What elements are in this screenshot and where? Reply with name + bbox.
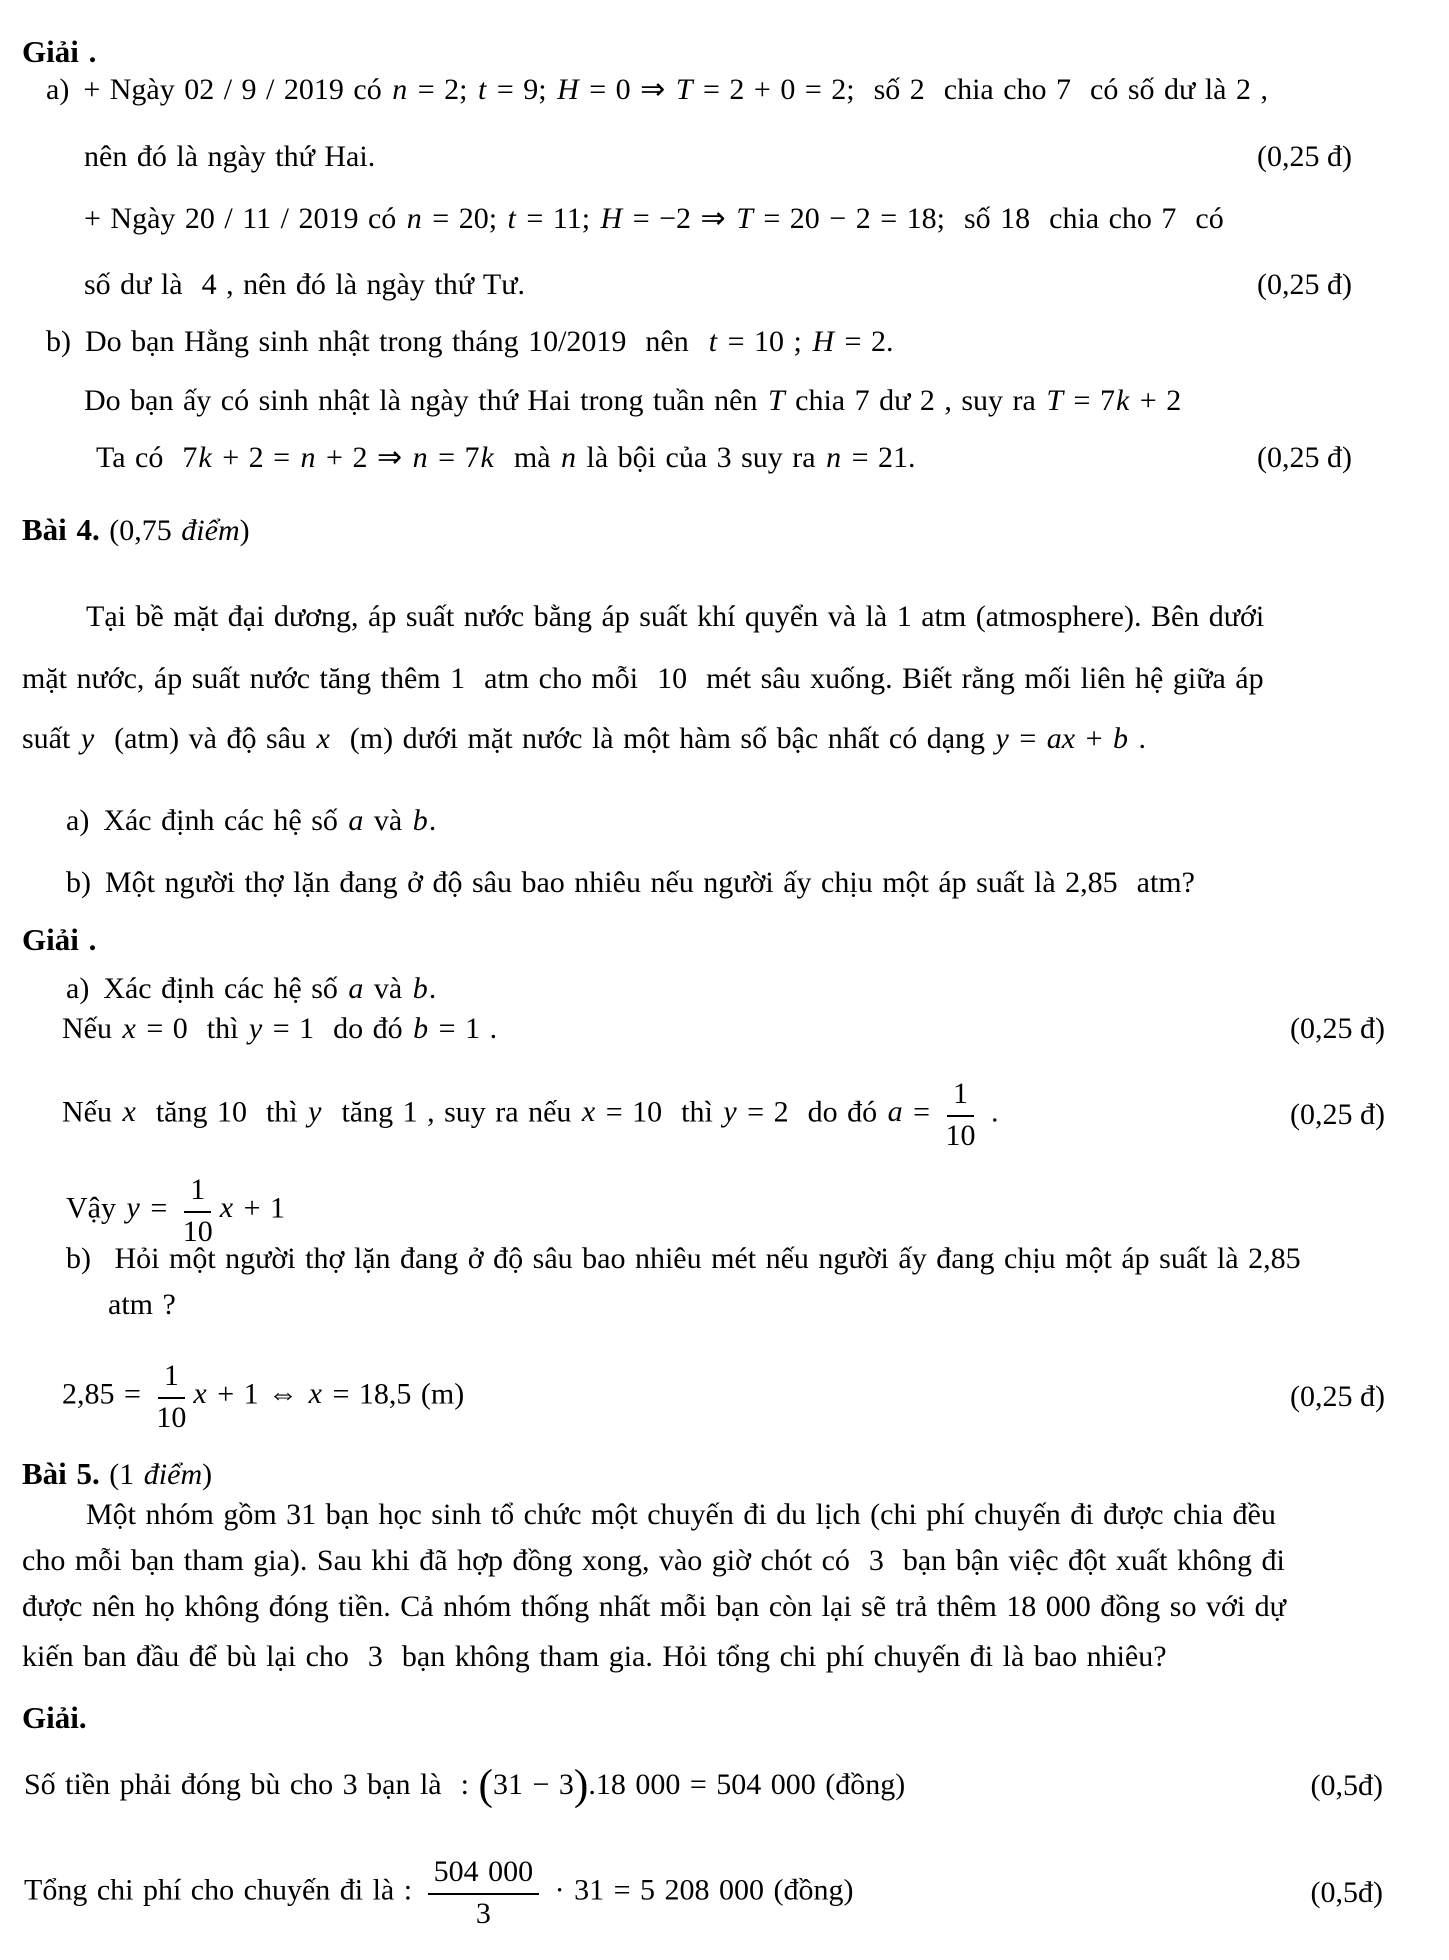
math-var: n [826, 441, 842, 474]
math-var: a [348, 972, 364, 1005]
math-var: y [80, 722, 95, 755]
line-text: atm ? [108, 1288, 176, 1321]
math-var: y [995, 722, 1009, 755]
bai3-a-line3 [0, 201, 1449, 236]
bai3-b-line1 [0, 325, 1449, 359]
math-var: x [308, 1377, 322, 1411]
math-var: T [736, 202, 753, 235]
math-var: T [675, 73, 693, 106]
math-var: n [412, 441, 428, 474]
math-var: k [480, 441, 494, 474]
score-badge: (0,5đ) [1310, 1875, 1383, 1909]
item-label: a) [66, 972, 90, 1005]
big-paren: ) [573, 1761, 589, 1809]
bai4-para-line2 [0, 662, 1449, 696]
math-var: n [300, 441, 316, 474]
score-badge: (0,5đ) [1310, 1768, 1383, 1802]
line-text: Ta có 7k + 2 = n + 2 ⇒ n = 7k mà n là bội của 3 suy ra n = 21. [96, 441, 916, 474]
line-text: Nếu x = 0 thì y = 1 do đó b = 1 . [62, 1012, 498, 1045]
math-var: k [1115, 384, 1130, 417]
bai3-b-line3 [0, 440, 1449, 475]
italic-text: điểm [181, 514, 240, 547]
math-var: H [812, 325, 835, 358]
score-badge: (0,25 đ) [1257, 268, 1352, 301]
line-text [22, 34, 96, 70]
bai5-para-line3 [0, 1590, 1449, 1624]
line-text: 2,85 = $\frac{1}{10}$ x + 1 ⇔ x = 18,5 (m) [62, 1359, 465, 1434]
math-var: n [392, 73, 408, 106]
bold-heading-text: Giải. [22, 1700, 87, 1735]
fraction [946, 1076, 976, 1153]
line-text: Tại bề mặt đại dương, áp suất nước bằng áp suất khí quyển và là 1 atm (atmosphere). Bên dưới [86, 600, 1265, 633]
line-text: b) Do bạn Hằng sinh nhật trong tháng 10/2019 nên t = 10 ; H = 2. [46, 325, 894, 358]
math-var: t [477, 73, 487, 106]
line-text: được nên họ không đóng tiền. Cả nhóm thống nhất mỗi bạn còn lại sẽ trả thêm 18 000 đồng so với dự [22, 1590, 1286, 1623]
giai-heading-1 [0, 34, 1449, 70]
score-badge: (0,25 đ) [1290, 1379, 1385, 1413]
bai4-sol-a-line2 [0, 1076, 1449, 1153]
math-var: n [561, 441, 577, 474]
math-var: n [406, 202, 422, 235]
item-label: b) [66, 1242, 91, 1275]
bai4-heading [0, 512, 1449, 548]
fraction-denominator: 10 [182, 1214, 213, 1248]
fraction-numerator: 1 [158, 1358, 185, 1399]
math-var: T [767, 384, 785, 417]
giai-heading-2 [0, 922, 1449, 958]
line-text: b) Một người thợ lặn đang ở độ sâu bao nhiêu nếu người ấy chịu một áp suất là 2,85 atm? [66, 866, 1195, 899]
bai4-sol-a-line3 [0, 1172, 1449, 1249]
math-var: k [198, 441, 212, 474]
math-var: x [122, 1095, 136, 1129]
bai4-question-b [0, 866, 1449, 900]
bold-heading-text: Giải . [22, 922, 97, 957]
line-text: kiến ban đầu để bù lại cho 3 bạn không tham gia. Hỏi tổng chi phí chuyến đi là bao nhiêu? [22, 1640, 1167, 1673]
bai3-b-line2 [0, 384, 1449, 418]
bold-heading-text: Bài 5. [22, 1456, 100, 1491]
math-var: H [557, 73, 579, 106]
bai5-heading [0, 1456, 1449, 1492]
line-text: Tổng chi phí cho chuyến đi là : $\frac{504 000}{3}$ · 31 = 5 208 000 (đồng) [24, 1855, 854, 1930]
fraction [183, 1172, 213, 1249]
line-text: Nếu x tăng 10 thì y tăng 1 , suy ra nếu x = 10 thì y = 2 do đó a = $\frac{1}{10}$ . [62, 1077, 999, 1152]
line-text: nên đó là ngày thứ Hai. [84, 140, 376, 173]
bai4-sol-a-title [0, 972, 1449, 1006]
line-text: Số tiền phải đóng bù cho 3 bạn là : (31 − 3).18 000 = 504 000 (đồng) [24, 1761, 906, 1809]
line-text [22, 922, 96, 958]
math-var: x [316, 722, 330, 755]
bai4-sol-b-line2 [0, 1288, 1449, 1322]
big-paren: ( [478, 1761, 493, 1809]
math-var: b [1113, 722, 1129, 755]
line-text: Bài 5. (1 điểm) [22, 1456, 213, 1491]
math-var: H [600, 202, 623, 235]
math-var: b [413, 1012, 429, 1045]
bai5-para-line1 [0, 1498, 1449, 1532]
bai3-a-line1 [0, 72, 1449, 107]
math-var: y [723, 1095, 737, 1129]
math-var: x [122, 1012, 136, 1045]
bai5-sol-line2 [0, 1854, 1449, 1931]
item-label: b) [46, 325, 71, 358]
bai4-sol-b-title [0, 1242, 1449, 1276]
line-text: cho mỗi bạn tham gia). Sau khi đã hợp đồng xong, vào giờ chót có 3 bạn bận việc đột xuất không đi [22, 1544, 1285, 1577]
line-text: Do bạn ấy có sinh nhật là ngày thứ Hai trong tuần nên T chia 7 dư 2 , suy ra T = 7k + 2 [84, 384, 1182, 417]
fraction-denominator: 10 [156, 1400, 187, 1434]
bai3-a-line4 [0, 268, 1449, 302]
line-text: b) Hỏi một người thợ lặn đang ở độ sâu bao nhiêu mét nếu người ấy đang chịu một áp suất là 2,85 [66, 1242, 1301, 1275]
line-text: Một nhóm gồm 31 bạn học sinh tổ chức một chuyến đi du lịch (chi phí chuyến đi được chia đều [86, 1498, 1276, 1531]
math-var: a [887, 1095, 903, 1129]
item-label: a) [46, 73, 70, 106]
bold-heading-text: Giải . [22, 34, 97, 69]
score-badge: (0,25 đ) [1290, 1012, 1385, 1045]
bai4-question-a [0, 804, 1449, 838]
math-var: x [581, 1095, 596, 1129]
score-badge: (0,25 đ) [1257, 140, 1352, 173]
fraction [156, 1358, 186, 1435]
math-var: t [507, 202, 516, 235]
fraction-numerator: 1 [184, 1172, 211, 1213]
italic-text: điểm [143, 1458, 203, 1491]
math-var: x [219, 1191, 234, 1225]
bai4-sol-a-line1 [0, 1012, 1449, 1046]
item-label: b) [66, 866, 91, 899]
line-text: a) + Ngày 02 / 9 / 2019 có n = 2; t = 9; H = 0 ⇒ T = 2 + 0 = 2; số 2 chia cho 7 có số dư là 2 , [46, 73, 1268, 106]
math-var: a [348, 804, 364, 837]
line-text: Vậy y = $\frac{1}{10}$ x + 1 [66, 1173, 285, 1248]
bai4-para-line1 [0, 600, 1449, 634]
bai4-sol-b-line3 [0, 1358, 1449, 1435]
line-text: + Ngày 20 / 11 / 2019 có n = 20; t = 11; H = −2 ⇒ T = 20 − 2 = 18; số 18 chia cho 7 có [84, 202, 1224, 235]
line-text: a) Xác định các hệ số a và b. [66, 804, 437, 837]
bai4-para-line3 [0, 722, 1449, 756]
bai5-sol-line1 [0, 1761, 1449, 1809]
score-badge: (0,25 đ) [1290, 1097, 1385, 1131]
fraction [428, 1854, 540, 1931]
math-var: ax [1046, 722, 1076, 755]
line-text [22, 1700, 87, 1736]
line-text: mặt nước, áp suất nước tăng thêm 1 atm cho mỗi 10 mét sâu xuống. Biết rằng mối liên hệ giữa áp [22, 662, 1264, 695]
math-var: b [412, 804, 428, 837]
line-text: số dư là 4 , nên đó là ngày thứ Tư. [84, 268, 526, 301]
line-text: suất y (atm) và độ sâu x (m) dưới mặt nước là một hàm số bậc nhất có dạng y = ax + b . [22, 722, 1147, 755]
item-label: a) [66, 804, 90, 837]
bai5-para-line2 [0, 1544, 1449, 1578]
bold-heading-text: Bài 4. [22, 512, 100, 547]
line-text: a) Xác định các hệ số a và b. [66, 972, 437, 1005]
math-var: t [708, 325, 718, 358]
fraction-numerator: 1 [947, 1076, 974, 1117]
giai-heading-3 [0, 1700, 1449, 1736]
bai5-para-line4 [0, 1640, 1449, 1674]
line-text: Bài 4. (0,75 điểm) [22, 512, 250, 547]
fraction-numerator: 504 000 [428, 1854, 540, 1895]
math-var: y [248, 1012, 263, 1045]
math-var: y [308, 1095, 322, 1129]
fraction-denominator: 10 [945, 1118, 976, 1152]
math-var: b [412, 972, 428, 1005]
score-badge: (0,25 đ) [1257, 440, 1352, 474]
fraction-denominator: 3 [475, 1896, 491, 1930]
math-var: y [126, 1191, 140, 1225]
bai3-a-line2 [0, 140, 1449, 174]
math-var: T [1046, 384, 1064, 417]
math-var: x [193, 1377, 207, 1411]
